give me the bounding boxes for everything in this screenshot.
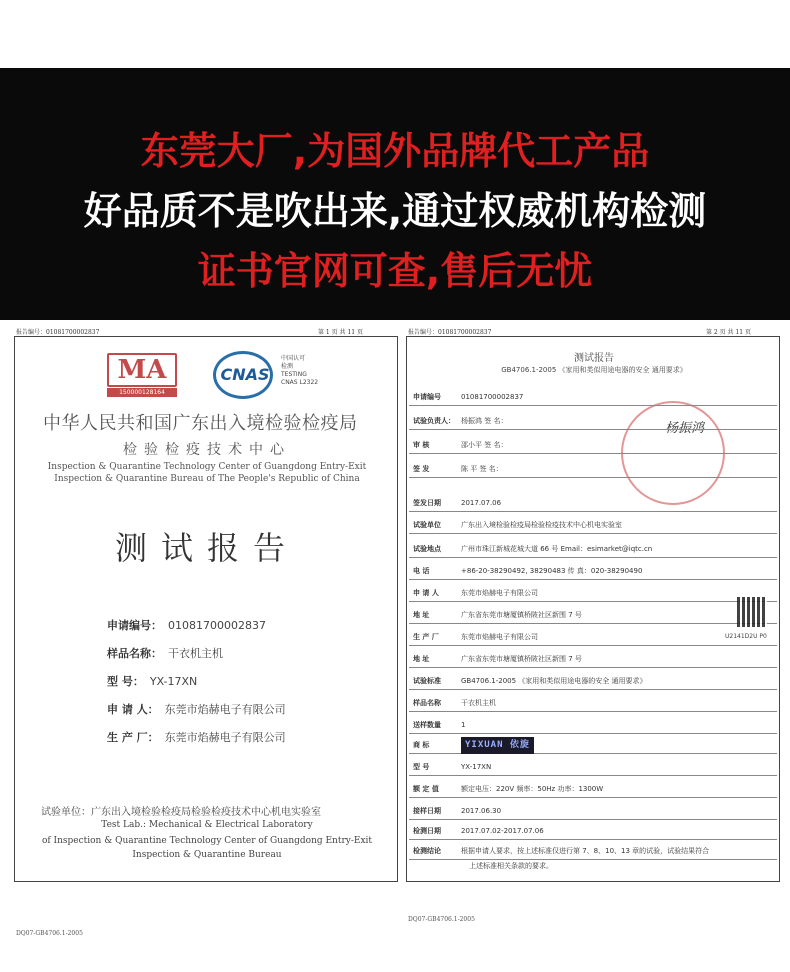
details-row-value: 广东出入境检验检疫局检验检疫技术中心机电实验室 bbox=[461, 521, 622, 529]
left-page-report-number: 报告编号：01081700002837 bbox=[16, 329, 100, 336]
details-row-value: 东莞市焰赫电子有限公司 bbox=[461, 633, 538, 641]
details-row bbox=[409, 673, 777, 690]
details-row-label: 检测结论 bbox=[413, 847, 441, 855]
details-row-value: 广州市珠江新城花城大道 66 号 Email：esimarket@iqtc.cn bbox=[461, 545, 653, 553]
details-row bbox=[409, 563, 777, 580]
qr-code bbox=[737, 597, 767, 627]
center-name-cn: 检验检疫技术中心 bbox=[123, 442, 291, 458]
details-row bbox=[409, 843, 777, 860]
details-row-label: 签 发 bbox=[413, 465, 430, 473]
details-row bbox=[409, 517, 777, 534]
details-row-label: 样品名称 bbox=[413, 699, 441, 707]
manufacturer-field: 生 产 厂： 东莞市焰赫电子有限公司 bbox=[107, 731, 286, 744]
details-row-label: 签发日期 bbox=[413, 499, 441, 507]
details-row-value: 2017.06.30 bbox=[461, 807, 502, 815]
details-row-label: 地 址 bbox=[413, 655, 430, 663]
details-row-value: 广东省东莞市塘厦镇桥陂社区新围 7 号 bbox=[461, 611, 582, 619]
sample-name-field: 样品名称： 干衣机主机 bbox=[107, 647, 223, 660]
details-row bbox=[409, 803, 777, 820]
report-details-page bbox=[406, 336, 780, 882]
details-row-value: GB4706.1-2005 《家用和类似用途电器的安全 通用要求》 bbox=[461, 677, 647, 685]
details-row-value: 杨振鸿 签 名： bbox=[461, 417, 508, 425]
details-standard: GB4706.1-2005 《家用和类似用途电器的安全 通用要求》 bbox=[501, 366, 687, 374]
details-row-label: 试验地点 bbox=[413, 545, 441, 553]
details-row bbox=[409, 717, 777, 734]
details-row-value: 东莞市焰赫电子有限公司 bbox=[461, 589, 538, 597]
cnas-logo: CNAS bbox=[220, 365, 270, 384]
details-row-label: 电 话 bbox=[413, 567, 430, 575]
details-row-label: 试验标准 bbox=[413, 677, 441, 685]
details-row-label: 检测日期 bbox=[413, 827, 441, 835]
details-row-value: 根据申请人要求，按上述标准仅进行第 7、8、10、13 章的试验，试验结果符合 bbox=[461, 847, 710, 855]
details-row bbox=[409, 541, 777, 558]
details-row-label: 商 标 bbox=[413, 741, 430, 749]
cma-logo: MA bbox=[107, 353, 177, 387]
details-row-label: 生 产 厂 bbox=[413, 633, 439, 641]
banner-line-2: 好品质不是吹出来,通过权威机构检测 bbox=[83, 189, 707, 233]
details-row bbox=[409, 781, 777, 798]
details-row bbox=[409, 759, 777, 776]
organization-name-en-2: Inspection & Quarantine Bureau of The People's Republic of China bbox=[54, 474, 360, 484]
details-row bbox=[409, 629, 777, 646]
left-footer-code: DQ07-GB4706.1-2005 bbox=[16, 930, 83, 937]
qr-code-id: U2141D2U P0 bbox=[725, 633, 767, 640]
details-row-label: 地 址 bbox=[413, 611, 430, 619]
details-row-label: 申请编号 bbox=[413, 393, 441, 401]
details-row-label: 试验单位 bbox=[413, 521, 441, 529]
details-row bbox=[409, 585, 777, 602]
left-page-page-number: 第 1 页 共 11 页 bbox=[318, 329, 363, 336]
details-row bbox=[409, 651, 777, 668]
banner-line-1: 东莞大厂,为国外品牌代工产品 bbox=[140, 129, 650, 173]
cma-number: 150000128164 bbox=[107, 388, 177, 397]
details-row bbox=[409, 607, 777, 624]
details-row-value: 额定电压：220V 频率：50Hz 功率：1300W bbox=[461, 785, 604, 793]
details-row-label: 额 定 值 bbox=[413, 785, 439, 793]
details-row-value: 邵小平 签 名： bbox=[461, 441, 508, 449]
details-row bbox=[409, 695, 777, 712]
details-row bbox=[409, 461, 777, 478]
details-row-label: 试验负责人： bbox=[413, 417, 455, 425]
right-footer-code: DQ07-GB4706.1-2005 bbox=[408, 916, 475, 923]
right-page-report-number: 报告编号：01081700002837 bbox=[408, 329, 492, 336]
details-row bbox=[409, 495, 777, 512]
brand-trademark: YIXUAN 依旋 bbox=[461, 737, 534, 754]
organization-name-en-1: Inspection & Quarantine Technology Center of Guangdong Entry-Exit bbox=[47, 462, 367, 472]
application-number-field: 申请编号： 01081700002837 bbox=[107, 619, 266, 632]
right-page-page-number: 第 2 页 共 11 页 bbox=[706, 329, 751, 336]
banner-line-3: 证书官网可查,售后无忧 bbox=[197, 249, 593, 293]
details-row bbox=[409, 413, 777, 430]
details-row bbox=[409, 389, 777, 406]
details-title: 测试报告 bbox=[574, 353, 614, 364]
details-row bbox=[409, 823, 777, 840]
cnas-accreditation-text: 中国认可 检测 TESTING CNAS L2322 bbox=[281, 355, 319, 386]
test-lab-en-3: Inspection & Quarantine Bureau bbox=[132, 850, 282, 860]
applicant-field: 申 请 人： 东莞市焰赫电子有限公司 bbox=[107, 703, 286, 716]
details-row-label: 送样数量 bbox=[413, 721, 441, 729]
report-cover-page bbox=[14, 336, 398, 882]
details-row-label: 接样日期 bbox=[413, 807, 441, 815]
signature-tester: 杨振鸿 bbox=[665, 421, 705, 436]
details-row-value: 干衣机主机 bbox=[461, 699, 496, 707]
details-row-value: 2017.07.06 bbox=[461, 499, 502, 507]
details-row-label: 审 核 bbox=[413, 441, 430, 449]
details-row-label: 申 请 人 bbox=[413, 589, 439, 597]
details-row-value: 01081700002837 bbox=[461, 393, 524, 401]
details-row-value: +86-20-38290492, 38290483 传 真：020-38290490 bbox=[461, 567, 643, 575]
test-lab-en-1: Test Lab.: Mechanical & Electrical Laboratory bbox=[101, 820, 313, 830]
details-row-value: 1 bbox=[461, 721, 466, 729]
details-row-value: 2017.07.02-2017.07.06 bbox=[461, 827, 544, 835]
details-row-value: 广东省东莞市塘厦镇桥陂社区新围 7 号 bbox=[461, 655, 582, 663]
details-row-label: 型 号 bbox=[413, 763, 430, 771]
organization-name-cn: 中华人民共和国广东出入境检验检疫局 bbox=[43, 413, 358, 434]
details-row bbox=[409, 737, 777, 754]
conclusion-line-2: 上述标准相关条款的要求。 bbox=[469, 862, 553, 870]
details-row-value: YX-17XN bbox=[461, 763, 492, 771]
report-title: 测试报告 bbox=[114, 529, 299, 567]
details-row bbox=[409, 437, 777, 454]
test-lab-en-2: of Inspection & Quarantine Technology Center of Guangdong Entry-Exit bbox=[41, 836, 373, 846]
model-field: 型 号： YX-17XN bbox=[107, 675, 198, 688]
test-lab-cn: 试验单位：广东出入境检验检疫局检验检疫技术中心机电实验室 bbox=[41, 807, 321, 818]
details-row-value: 陈 平 签 名： bbox=[461, 465, 503, 473]
